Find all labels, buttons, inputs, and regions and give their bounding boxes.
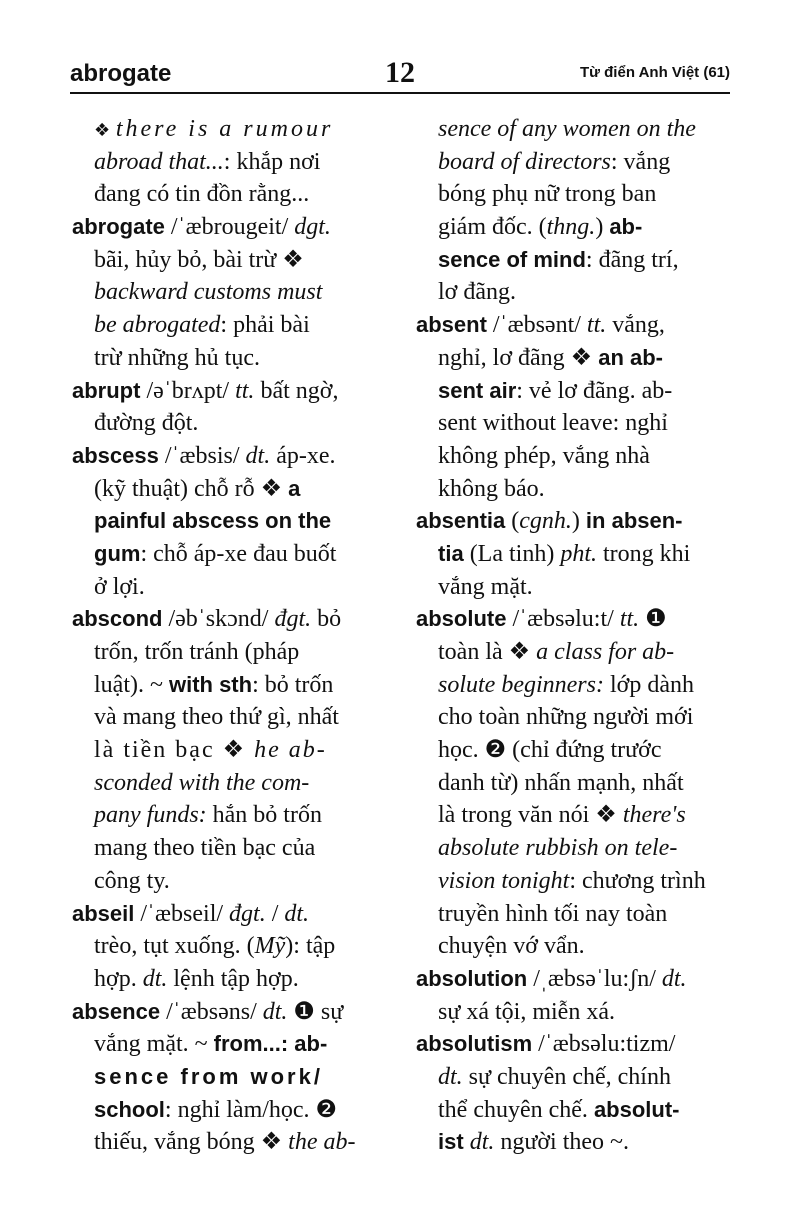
headword: absolute	[416, 606, 507, 632]
entry-line: học. ❷ (chỉ đứng trước	[438, 737, 662, 764]
headword: abseil	[72, 900, 135, 926]
entry-line: giám đốc. (thng.) ab-	[438, 214, 643, 241]
entry-line: là trong văn nói ❖ there's	[438, 802, 686, 829]
entry-line: danh từ) nhấn mạnh, nhất	[438, 769, 684, 796]
headword: absence	[72, 998, 161, 1024]
headword: abscess	[72, 442, 159, 468]
entry-line: tia (La tinh) pht. trong khi	[438, 540, 691, 567]
entry-line: thiếu, vắng bóng ❖ the ab-	[94, 1129, 356, 1156]
dictionary-title: Từ điển Anh Việt (61)	[579, 64, 730, 81]
entry-line: abroad that...: khắp nơi	[94, 148, 321, 175]
headword: absent	[416, 312, 487, 338]
entry-line: sent without leave: nghỉ	[438, 410, 668, 437]
entry-line: vision tonight: chương trình	[438, 867, 706, 894]
entry-headword-line: absent /ˈæbsənt/ tt. vắng,	[416, 312, 665, 339]
entry-line: ở lợi.	[94, 573, 145, 600]
entry-line: không báo.	[438, 475, 545, 502]
entry-line: truyền hình tối nay toàn	[438, 900, 668, 927]
entry-headword-line: absolute /ˈæbsəlu:t/ tt. ❶	[416, 606, 667, 633]
entry-line: trừ những hủ tục.	[94, 344, 260, 371]
entry-line: pany funds: hắn bỏ trốn	[94, 802, 322, 829]
entry-line: và mang theo thứ gì, nhất	[94, 704, 339, 731]
entry-line: sconded with the com-	[94, 769, 310, 796]
entry-line: backward customs must	[94, 279, 323, 306]
entry-headword-line: abscond /əbˈskɔnd/ đgt. bỏ	[72, 606, 342, 633]
entry-line: painful abscess on the	[94, 508, 332, 534]
entry-line: là tiền bạc ❖ he ab-	[94, 737, 327, 764]
entry-line: gum: chỗ áp-xe đau buốt	[94, 540, 337, 567]
running-headword: abrogate	[70, 60, 172, 87]
entry-headword-line: abscess /ˈæbsis/ dt. áp-xe.	[72, 442, 336, 469]
entry-line: chuyện vớ vẩn.	[438, 933, 585, 960]
headword: abscond	[72, 606, 163, 632]
entry-line: be abrogated: phải bài	[94, 312, 310, 339]
entry-headword-line: absolution /ˌæbsəˈlu:ʃn/ dt.	[416, 965, 687, 992]
entry-headword-line: abrupt /əˈbrʌpt/ tt. bất ngờ,	[72, 377, 339, 404]
headword: absentia	[416, 508, 506, 534]
entry-line: vắng mặt.	[438, 573, 533, 600]
entry-headword-line: abseil /ˈæbseil/ đgt. / dt.	[72, 900, 310, 927]
entry-line: sence of mind: đãng trí,	[438, 246, 679, 273]
entry-headword-line: absolutism /ˈæbsəlu:tizm/	[416, 1031, 676, 1058]
entry-line: đang có tin đồn rằng...	[94, 181, 310, 208]
entry-line: bãi, hủy bỏ, bài trừ ❖	[94, 246, 304, 273]
entry-line: bóng phụ nữ trong ban	[438, 181, 657, 208]
entry-line: trèo, tụt xuống. (Mỹ): tập	[94, 933, 336, 960]
entry-line: lơ đãng.	[438, 279, 517, 306]
headword: absolution	[416, 965, 528, 991]
entry-line: toàn là ❖ a class for ab-	[438, 639, 675, 665]
entry-line: hợp. dt. lệnh tập hợp.	[94, 965, 299, 992]
entry-line: sence of any women on the	[438, 116, 696, 142]
entry-line: trốn, trốn tránh (pháp	[94, 639, 300, 665]
entry-headword-line: absentia (cgnh.) in absen-	[416, 508, 683, 535]
entry-line: vắng mặt. ~ from...: ab-	[94, 1031, 328, 1058]
entry-line: absolute rubbish on tele-	[438, 835, 678, 862]
entry-line: sent air: vẻ lơ đãng. ab-	[438, 377, 673, 404]
entry-line: (kỹ thuật) chỗ rỗ ❖ a	[94, 475, 301, 502]
entry-line: ist dt. người theo ~.	[438, 1129, 630, 1156]
entry-line: dt. sự chuyên chế, chính	[438, 1063, 671, 1090]
entry-line: solute beginners: lớp dành	[438, 671, 694, 698]
headword: absolutism	[416, 1031, 533, 1057]
headword: abrogate	[72, 214, 165, 240]
entry-line: school: nghỉ làm/học. ❷	[94, 1096, 338, 1123]
entry-line: không phép, vắng nhà	[438, 442, 650, 469]
entry-line: sence from work/	[94, 1063, 323, 1089]
entry-line: luật). ~ with sth: bỏ trốn	[94, 671, 334, 698]
entry-line: board of directors: vắng	[438, 148, 671, 175]
entry-line: sự xá tội, miễn xá.	[438, 998, 615, 1025]
entry-headword-line: abrogate /ˈæbrougeit/ dgt.	[72, 214, 331, 241]
page-header	[70, 56, 730, 94]
entry-line: công ty.	[94, 867, 170, 894]
headword: abrupt	[72, 377, 141, 403]
entry-headword-line: absence /ˈæbsəns/ dt. ❶ sự	[72, 998, 344, 1025]
entry-line: đường đột.	[94, 410, 199, 437]
entry-line: ❖ there is a rumour	[94, 116, 334, 142]
entry-line: nghỉ, lơ đãng ❖ an ab-	[438, 344, 663, 371]
entry-line: mang theo tiền bạc của	[94, 835, 316, 862]
page-number: 12	[385, 56, 415, 89]
right-column	[416, 113, 728, 1159]
left-column	[72, 113, 384, 1159]
entry-line: thể chuyên chế. absolut-	[438, 1096, 680, 1123]
entry-line: cho toàn những người mới	[438, 704, 694, 731]
